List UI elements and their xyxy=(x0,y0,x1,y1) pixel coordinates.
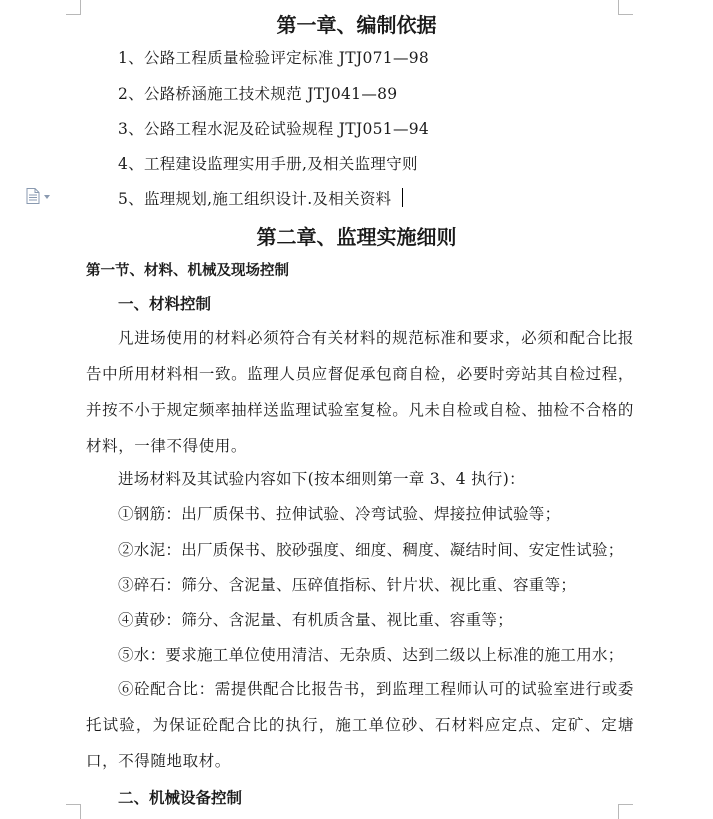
text-cursor xyxy=(402,188,403,207)
chapter-1-item: 3、公路工程水泥及砼试验规程 JTJ051—94 xyxy=(118,120,430,138)
chapter-1-item: 2、公路桥涵施工技术规范 JTJ041—89 xyxy=(118,85,398,103)
materials-intro: 进场材料及其试验内容如下(按本细则第一章 3、4 执行)： xyxy=(118,470,525,488)
page-corner-mark xyxy=(66,804,81,819)
paragraph-concrete-mix: ⑥砼配合比：需提供配合比报告书，到监理工程师认可的试验室进行或委托试验，为保证砼配合比的执行，施工单位砂、石材料应定点、定矿、定塘口，不得随地取材。 xyxy=(86,680,634,770)
material-item: ③碎石：筛分、含泥量、压碎值指标、针片状、视比重、容重等； xyxy=(118,576,577,594)
section-1-title: 第一节、材料、机械及现场控制 xyxy=(86,262,289,279)
subsection-1-title: 一、材料控制 xyxy=(118,294,212,313)
material-item: ①钢筋：出厂质保书、拉伸试验、冷弯试验、焊接拉伸试验等； xyxy=(118,505,561,523)
material-item: ②水泥：出厂质保书、胶砂强度、细度、稠度、凝结时间、安定性试验； xyxy=(118,541,624,559)
paragraph-handle[interactable] xyxy=(24,187,54,205)
page-corner-mark xyxy=(618,804,633,819)
paragraph-material-requirements: 凡进场使用的材料必须符合有关材料的规范标准和要求，必须和配合比报告中所用材料相一致。监理人员应督促承包商自检，必要时旁站其自检过程，并按不小于规定频率抽样送监理试验室复检。凡未自检或自检、抽检不合格的材料，一律不得使用。 xyxy=(86,329,634,455)
chapter-1-title: 第一章、编制依据 xyxy=(276,13,437,37)
chapter-2-title: 第二章、监理实施细则 xyxy=(256,225,457,249)
chapter-1-item: 1、公路工程质量检验评定标准 JTJ071—98 xyxy=(118,49,430,67)
chapter-1-item: 5、监理规划,施工组织设计.及相关资料 xyxy=(118,190,392,208)
material-item: ⑤水：要求施工单位使用清洁、无杂质、达到二级以上标准的施工用水； xyxy=(118,646,624,664)
material-item: ④黄砂：筛分、含泥量、有机质含量、视比重、容重等； xyxy=(118,611,514,629)
subsection-2-title: 二、机械设备控制 xyxy=(118,788,243,807)
chapter-1-item: 4、工程建设监理实用手册,及相关监理守则 xyxy=(118,155,418,173)
